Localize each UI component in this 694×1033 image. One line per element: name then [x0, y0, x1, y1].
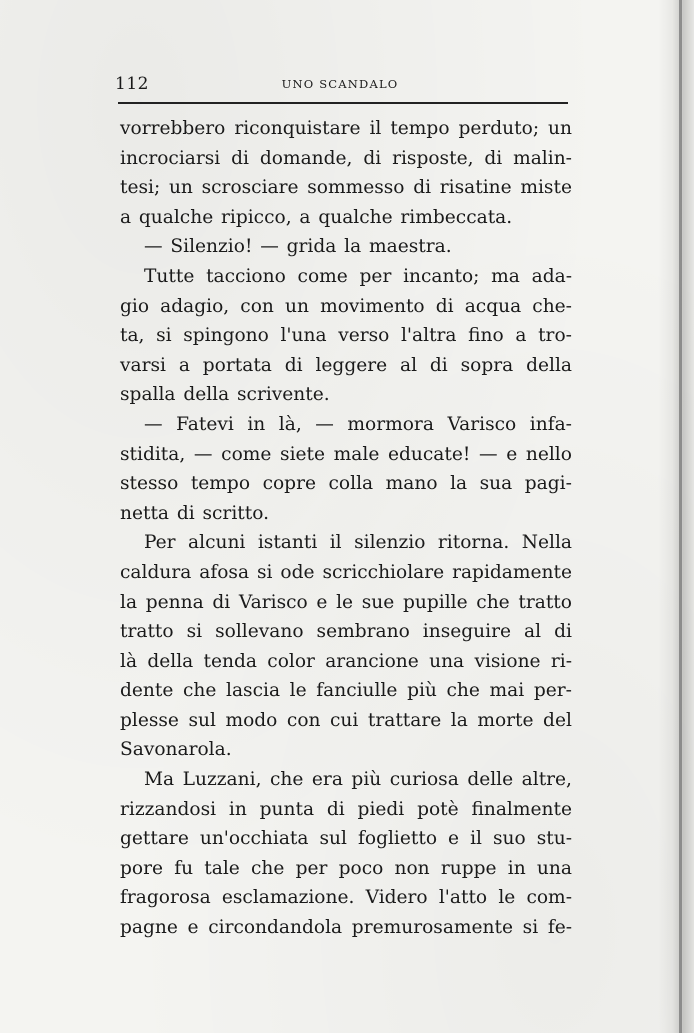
header-rule — [118, 102, 568, 104]
word: la — [450, 709, 468, 731]
word: non — [394, 857, 430, 879]
word: suo — [492, 828, 526, 850]
word: in — [507, 857, 526, 879]
word: circondandola — [208, 917, 343, 939]
word: più — [407, 680, 437, 702]
word: per — [295, 857, 328, 879]
text-line — [120, 351, 572, 381]
word: foglietto — [358, 828, 438, 850]
word: il — [369, 118, 382, 139]
word: sommesso — [307, 177, 405, 199]
word: potè — [417, 798, 459, 820]
word: Silenzio! — [170, 236, 253, 258]
word: di — [363, 147, 382, 169]
word: nello — [525, 443, 572, 465]
word: stidita, — [120, 443, 186, 465]
word: della — [183, 384, 230, 406]
word: le — [498, 887, 516, 909]
text-line — [120, 735, 572, 765]
word: ada- — [531, 265, 572, 287]
word: in — [247, 413, 266, 435]
word: curiosa — [389, 769, 459, 791]
text-line — [120, 913, 572, 943]
word: ta, — [120, 325, 145, 347]
word: del — [543, 709, 572, 731]
word: che- — [532, 295, 572, 317]
word: là, — [278, 413, 302, 435]
text-line — [120, 676, 572, 706]
text-line — [120, 469, 572, 499]
word: una — [536, 857, 572, 879]
word: come — [297, 265, 348, 287]
word: trattare — [367, 709, 442, 731]
word: un — [285, 295, 309, 317]
page-binding-shadow — [658, 0, 694, 1033]
word: tenda — [203, 650, 257, 672]
text-line — [120, 114, 572, 144]
word: pupille — [402, 591, 468, 613]
word: tratto — [518, 591, 572, 613]
word: si — [156, 325, 172, 347]
word: punta — [259, 798, 315, 820]
word: — — [478, 443, 498, 465]
word: sua — [479, 473, 513, 495]
word: scricchiolare — [322, 561, 445, 583]
word: tratto — [120, 621, 174, 643]
text-line — [120, 558, 572, 588]
word: — — [193, 443, 213, 465]
word: tempo — [390, 118, 450, 139]
word: fragorosa — [120, 887, 211, 909]
word: la — [450, 473, 468, 495]
word: di — [212, 591, 231, 613]
word: il — [470, 828, 482, 850]
word: perduto; — [458, 118, 540, 139]
word: sollevano — [215, 621, 304, 643]
word: varsi — [120, 354, 166, 376]
word: portata — [202, 354, 272, 376]
word: la — [344, 236, 362, 258]
word: Videro — [365, 887, 428, 909]
word: silenzio — [354, 532, 426, 554]
word: con — [286, 709, 321, 731]
word: ruppe — [440, 857, 497, 879]
word: plesse — [120, 709, 179, 731]
word: Varisco — [238, 591, 308, 613]
word: caldura — [120, 561, 192, 583]
word: fe- — [547, 917, 572, 939]
text-line — [120, 883, 572, 913]
word: netta — [120, 502, 170, 524]
word: spingono — [183, 325, 269, 347]
text-line — [120, 647, 572, 677]
word: mai — [489, 680, 525, 702]
word: ode — [280, 561, 315, 583]
word: che — [476, 591, 510, 613]
word: con — [240, 295, 274, 317]
word: verso — [338, 325, 390, 347]
word: gio — [120, 295, 150, 317]
word: incrociarsi — [120, 147, 221, 169]
word: alcuni — [188, 532, 246, 554]
page-header — [112, 74, 568, 96]
word: risposte, — [392, 147, 474, 169]
word: gettare — [120, 828, 189, 850]
word: di — [484, 147, 503, 169]
word: e — [506, 443, 518, 465]
word: si — [522, 917, 539, 939]
text-line — [120, 795, 572, 825]
word: il — [329, 532, 342, 554]
word: leggere — [315, 354, 388, 376]
word: per — [359, 265, 392, 287]
word: tempo — [190, 473, 251, 495]
text-line — [120, 380, 572, 410]
word: delle — [467, 769, 514, 791]
word: miste — [520, 177, 572, 199]
word: istanti — [257, 532, 318, 554]
word: finalmente — [471, 798, 572, 820]
word: ri- — [550, 650, 572, 672]
word: come — [221, 443, 272, 465]
word: e — [316, 591, 328, 613]
word: ripicco, — [221, 206, 292, 228]
word: Per — [144, 532, 176, 554]
word: vorrebbero — [120, 118, 226, 139]
word: di — [231, 147, 249, 169]
word: scrosciare — [201, 177, 299, 199]
word: che — [250, 857, 285, 879]
word: a — [299, 206, 311, 228]
word: visione — [474, 650, 541, 672]
word: tro- — [538, 325, 572, 347]
word: rizzandosi — [120, 798, 217, 820]
word: piedi — [357, 798, 405, 820]
word: esclamazione. — [221, 887, 355, 909]
word: l'altra — [400, 325, 457, 347]
text-line — [120, 528, 572, 558]
text-line — [120, 765, 572, 795]
word: si — [256, 561, 273, 583]
word: risatine — [439, 177, 512, 199]
text-line — [120, 173, 572, 203]
word: della — [526, 354, 572, 376]
word: Varisco — [447, 413, 517, 435]
text-line — [120, 232, 572, 262]
word: di — [554, 621, 572, 643]
word: afosa — [199, 561, 250, 583]
word: scritto. — [202, 502, 269, 524]
text-line — [120, 617, 572, 647]
word: penna — [145, 591, 204, 613]
word: la — [120, 591, 138, 613]
text-line — [120, 292, 572, 322]
word: in — [228, 798, 247, 820]
word: Fatevi — [176, 413, 234, 435]
word: — — [144, 413, 163, 435]
word: di — [326, 798, 345, 820]
word: sue — [361, 591, 395, 613]
word: tesi; — [120, 177, 161, 199]
word: cui — [330, 709, 359, 731]
word: grida — [286, 236, 337, 258]
word: della — [147, 650, 194, 672]
word: a — [120, 206, 132, 228]
word: educate! — [387, 443, 471, 465]
word: morte — [477, 709, 534, 731]
word: domande, — [259, 147, 353, 169]
word: si — [186, 621, 203, 643]
word: — — [315, 413, 334, 435]
word: stu- — [536, 828, 572, 850]
word: lascia — [226, 680, 281, 702]
word: scrivente. — [237, 384, 330, 406]
word: più — [351, 769, 382, 791]
word: mormora — [347, 413, 434, 435]
word: sul — [188, 709, 216, 731]
text-line — [120, 854, 572, 884]
word: sul — [319, 828, 347, 850]
word: adagio, — [160, 295, 230, 317]
word: sopra — [460, 354, 514, 376]
text-line — [120, 706, 572, 736]
word: acqua — [464, 295, 522, 317]
word: com- — [526, 887, 572, 909]
word: modo — [225, 709, 278, 731]
text-line — [120, 824, 572, 854]
word: inseguire — [422, 621, 511, 643]
word: tale — [204, 857, 240, 879]
word: copre — [262, 473, 316, 495]
word: Ma — [144, 769, 175, 791]
word: le — [336, 591, 354, 613]
text-line — [120, 410, 572, 440]
word: una — [429, 650, 465, 672]
word: le — [289, 680, 307, 702]
word: siete — [280, 443, 326, 465]
word: dente — [120, 680, 174, 702]
word: di — [429, 354, 448, 376]
word: Nella — [521, 532, 572, 554]
word: malin- — [513, 147, 572, 169]
word: l'una — [280, 325, 327, 347]
word: pagne — [120, 917, 178, 939]
word: fanciulle — [316, 680, 398, 702]
word: rimbeccata. — [400, 206, 513, 228]
word: premurosamente — [351, 917, 513, 939]
word: riconquistare — [234, 118, 361, 139]
text-line — [120, 588, 572, 618]
word: e — [187, 917, 199, 939]
word: là — [120, 650, 138, 672]
word: spalla — [120, 384, 176, 406]
word: movimento — [320, 295, 425, 317]
word: di — [413, 177, 432, 199]
word: pore — [120, 857, 163, 879]
word: per- — [533, 680, 572, 702]
body-text — [120, 114, 572, 943]
word: maestra. — [368, 236, 452, 258]
word: a — [178, 354, 190, 376]
word: stesso — [120, 473, 179, 495]
word: l'atto — [438, 887, 488, 909]
word: a — [515, 325, 527, 347]
word: incanto; — [403, 265, 480, 287]
text-line — [120, 321, 572, 351]
word: e — [448, 828, 460, 850]
word: era — [311, 769, 343, 791]
word: tacciono — [206, 265, 286, 287]
word: colla — [328, 473, 374, 495]
word: poco — [338, 857, 384, 879]
word: di — [435, 295, 454, 317]
word: che — [270, 769, 304, 791]
running-title: UNO SCANDALO — [281, 77, 399, 91]
text-line — [120, 499, 572, 529]
word: mano — [385, 473, 438, 495]
word: un — [168, 177, 193, 199]
word: che — [446, 680, 480, 702]
word: sembrano — [316, 621, 410, 643]
word: altre, — [521, 769, 572, 791]
word: fino — [468, 325, 504, 347]
page-binding-edge — [679, 0, 682, 1033]
word: rapidamente — [452, 561, 572, 583]
text-line — [120, 262, 572, 292]
word: pagi- — [524, 473, 572, 495]
word: qualche — [318, 206, 393, 228]
word: ritorna. — [437, 532, 510, 554]
word: fu — [174, 857, 194, 879]
word: qualche — [138, 206, 214, 228]
word: infa- — [529, 413, 572, 435]
word: al — [524, 621, 542, 643]
word: color — [267, 650, 315, 672]
word: di — [176, 502, 195, 524]
word: al — [399, 354, 418, 376]
word: che — [182, 680, 217, 702]
word: Luzzani, — [182, 769, 262, 791]
word: un — [548, 118, 572, 139]
word: un'occhiata — [199, 828, 309, 850]
word: male — [333, 443, 380, 465]
word: Tutte — [144, 265, 195, 287]
word: — — [144, 236, 163, 258]
text-line — [120, 144, 572, 174]
word: arancione — [325, 650, 419, 672]
page-number: 112 — [115, 74, 149, 94]
text-line — [120, 203, 572, 233]
text-line — [120, 440, 572, 470]
word: — — [260, 236, 279, 258]
word: di — [284, 354, 303, 376]
word: Savonarola. — [120, 739, 232, 761]
word: ma — [491, 265, 520, 287]
